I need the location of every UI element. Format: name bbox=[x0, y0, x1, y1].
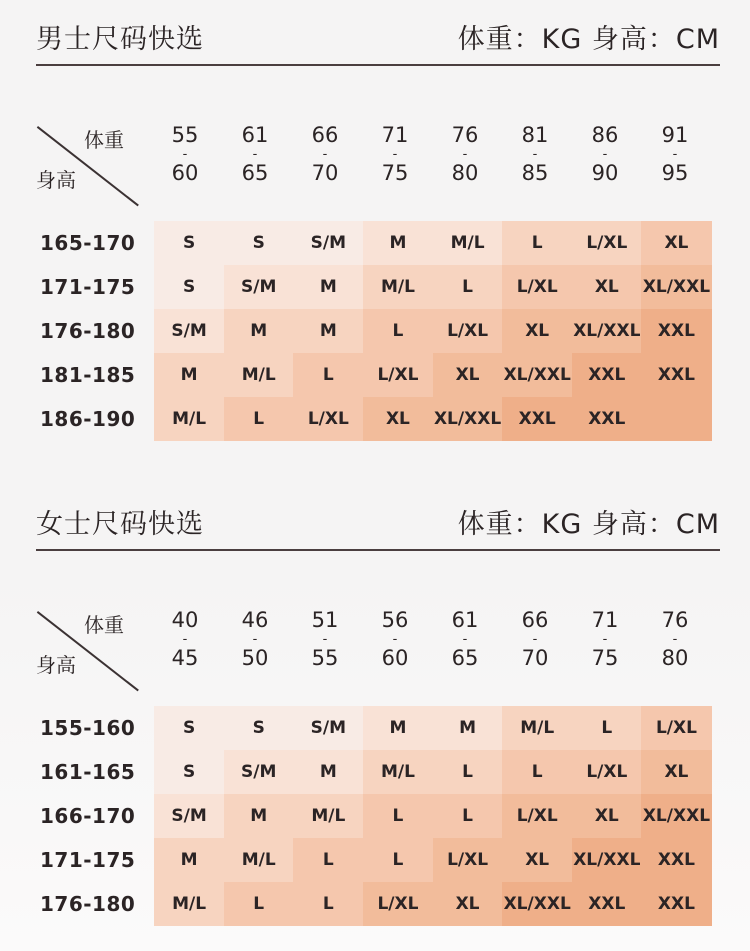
corner-height-label: 身高 bbox=[36, 653, 76, 677]
weight-min: 61 bbox=[451, 608, 479, 632]
size-cell: M bbox=[224, 794, 294, 838]
weight-column-header bbox=[360, 608, 430, 670]
weight-min: 61 bbox=[241, 123, 269, 147]
weight-range-dash: - bbox=[672, 632, 678, 647]
size-cell: L bbox=[363, 838, 433, 882]
weight-column-header bbox=[500, 608, 570, 670]
size-cell: XXL bbox=[641, 309, 711, 353]
weight-range-dash: - bbox=[672, 147, 678, 162]
unit-label: 体重：KG 身高：CM bbox=[457, 509, 720, 540]
size-cell: XL bbox=[363, 397, 433, 441]
size-cell bbox=[641, 397, 711, 441]
height-row-label: 171-175 bbox=[40, 275, 136, 299]
height-row-label: 176-180 bbox=[40, 892, 136, 916]
weight-range-dash: - bbox=[322, 147, 328, 162]
size-grid bbox=[154, 706, 711, 922]
weight-min: 66 bbox=[521, 608, 549, 632]
weight-column-header bbox=[290, 608, 360, 670]
size-cell: XXL bbox=[502, 397, 572, 441]
weight-min: 46 bbox=[241, 608, 269, 632]
size-cell: M bbox=[154, 838, 224, 882]
size-cell: M/L bbox=[502, 706, 572, 750]
weight-range-dash: - bbox=[182, 632, 188, 647]
size-cell: L bbox=[224, 882, 294, 926]
weight-range-dash: - bbox=[602, 632, 608, 647]
weight-min: 56 bbox=[381, 608, 409, 632]
weight-column-header bbox=[430, 123, 500, 185]
weight-columns bbox=[150, 608, 710, 681]
size-cell: M/L bbox=[154, 397, 224, 441]
size-cell: M bbox=[154, 353, 224, 397]
weight-max: 45 bbox=[171, 646, 199, 670]
size-cell: M bbox=[224, 309, 294, 353]
weight-max: 95 bbox=[661, 161, 689, 185]
size-cell: L bbox=[363, 794, 433, 838]
weight-column-header bbox=[570, 123, 640, 185]
weight-min: 76 bbox=[661, 608, 689, 632]
weight-column-header bbox=[570, 608, 640, 670]
size-cell: S bbox=[154, 706, 224, 750]
weight-min: 66 bbox=[311, 123, 339, 147]
size-cell: XL bbox=[641, 221, 711, 265]
height-row-label: 166-170 bbox=[40, 804, 136, 828]
height-row-label: 161-165 bbox=[40, 760, 136, 784]
section-header bbox=[36, 485, 720, 551]
size-cell: XXL bbox=[641, 882, 711, 926]
weight-range-dash: - bbox=[322, 632, 328, 647]
size-cell: L/XL bbox=[572, 221, 642, 265]
size-cell: L bbox=[293, 882, 363, 926]
size-cell: L bbox=[433, 750, 503, 794]
size-cell: M bbox=[363, 706, 433, 750]
section-title: 女士尺码快选 bbox=[36, 509, 204, 540]
size-cell: L bbox=[502, 750, 572, 794]
size-cell: XL bbox=[502, 838, 572, 882]
size-cell: S bbox=[154, 265, 224, 309]
size-cell: XL bbox=[572, 265, 642, 309]
weight-max: 75 bbox=[591, 646, 619, 670]
weight-max: 65 bbox=[241, 161, 269, 185]
size-cell: XXL bbox=[572, 353, 642, 397]
size-cell: L bbox=[293, 353, 363, 397]
size-cell: M/L bbox=[154, 882, 224, 926]
corner-height-label: 身高 bbox=[36, 168, 76, 192]
size-cell: XXL bbox=[641, 838, 711, 882]
weight-range-dash: - bbox=[462, 632, 468, 647]
weight-min: 76 bbox=[451, 123, 479, 147]
size-cell: M bbox=[433, 706, 503, 750]
weight-max: 60 bbox=[381, 646, 409, 670]
size-cell: L/XL bbox=[363, 353, 433, 397]
weight-range-dash: - bbox=[462, 147, 468, 162]
weight-max: 80 bbox=[661, 646, 689, 670]
size-cell: L bbox=[224, 397, 294, 441]
size-cell: XL bbox=[433, 882, 503, 926]
weight-range-dash: - bbox=[532, 147, 538, 162]
size-cell: XL/XXL bbox=[572, 838, 642, 882]
weight-max: 70 bbox=[311, 161, 339, 185]
size-cell: M bbox=[363, 221, 433, 265]
size-cell: S/M bbox=[154, 794, 224, 838]
weight-min: 71 bbox=[381, 123, 409, 147]
size-cell: XL/XXL bbox=[641, 265, 711, 309]
size-cell: S bbox=[224, 706, 294, 750]
size-cell: L/XL bbox=[502, 794, 572, 838]
size-cell: XL/XXL bbox=[433, 397, 503, 441]
weight-max: 65 bbox=[451, 646, 479, 670]
size-cell: L/XL bbox=[433, 309, 503, 353]
weight-max: 90 bbox=[591, 161, 619, 185]
size-cell: L/XL bbox=[433, 838, 503, 882]
size-cell: L/XL bbox=[293, 397, 363, 441]
size-cell: M/L bbox=[224, 838, 294, 882]
weight-min: 81 bbox=[521, 123, 549, 147]
weight-max: 80 bbox=[451, 161, 479, 185]
height-row-label: 155-160 bbox=[40, 716, 136, 740]
weight-column-header bbox=[290, 123, 360, 185]
size-cell: M/L bbox=[433, 221, 503, 265]
height-row-label: 165-170 bbox=[40, 231, 136, 255]
size-cell: S bbox=[154, 221, 224, 265]
weight-max: 60 bbox=[171, 161, 199, 185]
height-row-label: 181-185 bbox=[40, 363, 136, 387]
size-cell: M/L bbox=[363, 265, 433, 309]
size-cell: S/M bbox=[224, 750, 294, 794]
size-cell: L bbox=[433, 794, 503, 838]
weight-column-header bbox=[150, 608, 220, 670]
size-cell: L/XL bbox=[641, 706, 711, 750]
weight-column-header bbox=[150, 123, 220, 185]
size-cell: XL bbox=[641, 750, 711, 794]
section-header bbox=[36, 0, 720, 66]
weight-max: 55 bbox=[311, 646, 339, 670]
corner-weight-label: 体重 bbox=[84, 128, 124, 152]
weight-range-dash: - bbox=[182, 147, 188, 162]
size-cell: XL/XXL bbox=[641, 794, 711, 838]
weight-max: 85 bbox=[521, 161, 549, 185]
weight-range-dash: - bbox=[392, 147, 398, 162]
size-cell: XXL bbox=[641, 353, 711, 397]
size-cell: L bbox=[502, 221, 572, 265]
size-cell: M/L bbox=[363, 750, 433, 794]
height-row-label: 171-175 bbox=[40, 848, 136, 872]
weight-max: 70 bbox=[521, 646, 549, 670]
size-cell: XXL bbox=[572, 882, 642, 926]
height-row-label: 176-180 bbox=[40, 319, 136, 343]
height-row-label: 186-190 bbox=[40, 407, 136, 431]
unit-label: 体重：KG 身高：CM bbox=[457, 24, 720, 55]
corner-header bbox=[36, 609, 140, 689]
weight-min: 91 bbox=[661, 123, 689, 147]
size-cell: XL/XXL bbox=[502, 882, 572, 926]
weight-range-dash: - bbox=[532, 632, 538, 647]
size-cell: S bbox=[154, 750, 224, 794]
weight-min: 71 bbox=[591, 608, 619, 632]
weight-min: 40 bbox=[171, 608, 199, 632]
corner-header bbox=[36, 124, 140, 204]
size-grid bbox=[154, 221, 711, 437]
weight-column-header bbox=[220, 123, 290, 185]
weight-range-dash: - bbox=[252, 147, 258, 162]
size-cell: XL/XXL bbox=[502, 353, 572, 397]
weight-min: 51 bbox=[311, 608, 339, 632]
weight-column-header bbox=[500, 123, 570, 185]
weight-range-dash: - bbox=[392, 632, 398, 647]
size-cell: S bbox=[224, 221, 294, 265]
size-cell: M bbox=[293, 265, 363, 309]
size-cell: L bbox=[572, 706, 642, 750]
weight-columns bbox=[150, 123, 710, 196]
weight-min: 86 bbox=[591, 123, 619, 147]
size-cell: XL bbox=[433, 353, 503, 397]
size-cell: M bbox=[293, 309, 363, 353]
size-cell: XL/XXL bbox=[572, 309, 642, 353]
weight-column-header bbox=[220, 608, 290, 670]
weight-range-dash: - bbox=[602, 147, 608, 162]
weight-range-dash: - bbox=[252, 632, 258, 647]
size-cell: S/M bbox=[293, 221, 363, 265]
weight-column-header bbox=[430, 608, 500, 670]
size-cell: L bbox=[293, 838, 363, 882]
corner-weight-label: 体重 bbox=[84, 613, 124, 637]
size-cell: XL bbox=[572, 794, 642, 838]
size-cell: XL bbox=[502, 309, 572, 353]
size-cell: L/XL bbox=[572, 750, 642, 794]
size-cell: M/L bbox=[224, 353, 294, 397]
weight-column-header bbox=[640, 123, 710, 185]
size-cell: L bbox=[363, 309, 433, 353]
size-cell: XXL bbox=[572, 397, 642, 441]
size-cell: S/M bbox=[293, 706, 363, 750]
size-cell: S/M bbox=[154, 309, 224, 353]
size-cell: L/XL bbox=[502, 265, 572, 309]
weight-max: 50 bbox=[241, 646, 269, 670]
size-cell: L/XL bbox=[363, 882, 433, 926]
size-cell: S/M bbox=[224, 265, 294, 309]
weight-column-header bbox=[360, 123, 430, 185]
size-cell: M/L bbox=[293, 794, 363, 838]
weight-column-header bbox=[640, 608, 710, 670]
size-cell: M bbox=[293, 750, 363, 794]
size-cell: L bbox=[433, 265, 503, 309]
weight-min: 55 bbox=[171, 123, 199, 147]
section-title: 男士尺码快选 bbox=[36, 24, 204, 55]
weight-max: 75 bbox=[381, 161, 409, 185]
